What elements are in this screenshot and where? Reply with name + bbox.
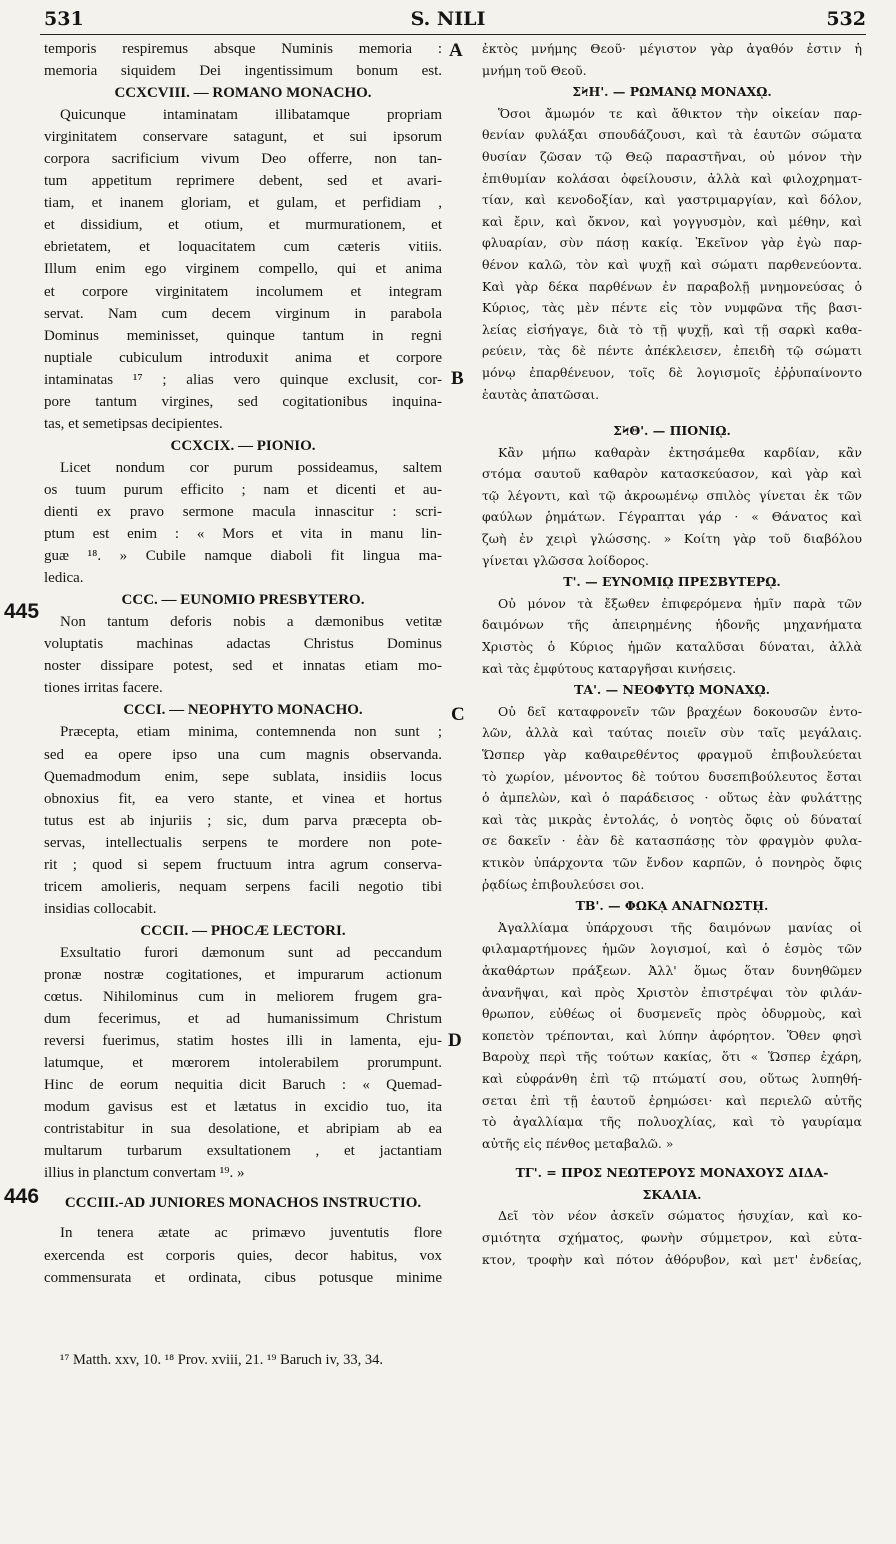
greek-line: λῶν, ἀλλὰ καὶ ταύτας ποιεῖν σὺν ταῖς μεγάλαις. [482,725,862,741]
latin-line: corpora sacrificium vivum Deo offerre, non tan- [44,151,442,168]
latin-line: Exsultatio furori dæmonum sunt ad peccandum [60,944,442,961]
section-heading: ΤΑ'. — ΝΕΟΦΥΤῼ ΜΟΝΑΧῼ. [574,682,770,698]
latin-line: dum fecerimus, et ad humanissimum Christum [44,1011,442,1028]
greek-line: ἀκαθάρτων πράξεων. Ἀλλ' ὅμως ὅταν δυνηθῶμεν [482,962,862,978]
latin-line: obnoxius fit, ea vero stante, et vinea et hortus [44,790,442,807]
latin-line: virginitatem conservare satagunt, et sui ipsorum [44,129,442,146]
latin-line: dienti ex pravo sermone macula innascitur : scri- [44,503,442,520]
footnotes: ¹⁷ Matth. xxv, 10. ¹⁸ Prov. xviii, 21. ¹⁹ Baruch iv, 33, 34. [60,1352,384,1368]
latin-line: In tenera ætate ac primævo juventutis flore [60,1225,442,1242]
greek-line: γίνεται γλῶσσα λοίδορος. [482,552,649,568]
section-heading: ΣϞΘ'. — ΠΙΟΝΙῼ. [613,423,731,439]
latin-line: Non tantum deforis nobis a dæmonibus vetitæ [60,614,442,631]
greek-line: Χριστὸς ὁ Κύριος ἡμῶν καταλῦσαι δύναται, ἀλλὰ [482,639,862,655]
spacer [44,1184,442,1192]
latin-line: ebrietatem, et loquacitatem cum cæteris vitiis. [44,239,442,256]
greek-line: θενίαν φυλάξαι σπουδάζουσι, καὶ τὰ ἑαυτῶν σώματα [482,127,862,143]
latin-line: noster dissipare potest, sed et innatas etiam mo- [44,658,442,675]
latin-line: cœtus. Nihilominus cum in meliorem frugem gra- [44,989,442,1006]
greek-line: τίαν, καὶ κενοδοξίαν, καὶ γαστριμαργίαν, καὶ δόλον, [482,192,862,208]
greek-line: μόνῳ ἐπαρθένευον, τοῖς δὲ λογισμοῖς ἐῤῥυπαίνοντο [482,364,862,380]
greek-line: τὸ ἀγαλλίαμα τῆς πολυοχλίας, καὶ τὸ γαυρίαμα [482,1114,862,1130]
greek-line: δαιμόνων τῆς ἀπειρημένης ἡδονῆς μηχανήματα [482,617,862,633]
greek-line: κτικὸν ὑπάρχοντα τῶν ἔνδον καρπῶν, ὁ πονηρὸς ὄφις [482,854,862,870]
section-heading: CCCI. — NEOPHYTO MONACHO. [123,702,363,719]
column-number-446: 446 [4,1185,40,1208]
greek-line: σεται ἐπὶ τῇ ἑαυτοῦ ἐρημώσει· καὶ περιελῶ αὐτῆς [482,1092,862,1108]
latin-line: latumque, et mœrorem intolerabilem prorumpunt. [44,1055,442,1072]
latin-line: reversi fuerimus, statim hostes illi in lamenta, eju- [44,1033,442,1050]
margin-letter-d: D [448,1030,462,1051]
latin-line: tiam, et inanem gloriam, et gulam, et perfidiam , [44,195,442,212]
greek-line: ὁ ἀμπελὼν, καὶ ὁ παράδεισος · οὕτως ἐὰν φυλάττῃς [482,790,862,806]
latin-line: commensurata et ordinata, cibus potusque minime [44,1269,442,1286]
greek-line: σε δακεῖν · ἐὰν δὲ κατασπάσῃς τὸν φραγμὸν φυλα- [482,833,862,849]
greek-line: μνήμη τοῦ Θεοῦ. [482,62,587,78]
greek-line: ἀνανῆψαι, καὶ πρὸς Χριστὸν ἐπιστρέψαι τὸν φιλάν- [482,984,862,1000]
greek-line: ρεύειν, τὰς δὲ πέντε ἀπέκλεισεν, ἐπειδὴ τῷ σώματι [482,343,862,359]
latin-column [44,38,442,1289]
greek-line: ἐκτὸς μνήμης Θεοῦ· μέγιστον γὰρ ἀγαθόν ἐστιν ἡ [482,41,862,56]
greek-line: θρωπον, εὐθέως οἱ δυσμενεῖς πρὸς ὀδυρμοὺς, καὶ [482,1006,862,1022]
section-heading: ΣϞΗ'. — ΡΩΜΑΝῼ ΜΟΝΑΧῼ. [572,84,772,100]
section-heading: CCCIII.-AD JUNIORES MONACHOS INSTRUCTIO. [64,1195,422,1212]
latin-line: insidias collocabit. [44,900,157,917]
margin-letter-b: B [451,368,464,389]
latin-line: multarum turbarum exsultationem , et jactantiam [44,1143,442,1160]
greek-line: καὶ τὰς μικρὰς ἐντολάς, ὁ νοητὸς ὄφις οὐ δύναταί [482,811,862,827]
greek-line: λείας εἰσήγαγε, διὰ τὸ τῇ ψυχῇ, καὶ τῇ σαρκὶ καθα- [482,321,862,337]
greek-line: κοπετὸν τρέπονται, καὶ λύπην ἀφόρητον. Ὅθεν φησὶ [482,1027,862,1043]
section-heading: CCXCVIII. — ROMANO MONACHO. [114,85,372,102]
latin-line: Illum enim ego virginem compello, qui et anima [44,261,442,278]
running-title: S. NILI [410,8,486,30]
greek-line: καὶ εὐφράνθη ἐπὶ τῷ πτώματί σου, οὕτως λυπηθή- [482,1070,862,1086]
latin-line: ptum est enim : « Mors et vita in manu lin- [44,526,442,543]
latin-line: nuptiale cubiculum introduxit anima et corpore [44,349,442,366]
greek-line: φιλαμαρτήμονες ἡμῶν λογισμοί, καὶ ὁ ἑσμὸς τῶν [482,941,862,957]
latin-line: et corpore virginitatem incolumem et integram [44,283,442,300]
left-page-number: 531 [44,8,84,30]
latin-line: Præcepta, etiam minima, contemnenda non sunt ; [60,724,442,741]
greek-line: Κἂν μήπω καθαρὰν ἐκτησάμεθα καρδίαν, κἂν [498,444,862,460]
greek-line: Δεῖ τὸν νέον ἀσκεῖν σώματος ἡσυχίαν, καὶ κο- [498,1208,862,1224]
spacer [44,1214,442,1222]
column-number-445: 445 [4,600,40,623]
greek-line: ἐπιθυμίαν κολάσαι ὀφείλουσιν, ἀλλὰ καὶ φιλοχρηματ- [482,170,862,186]
section-heading: CCC. — EUNOMIO PRESBYTERO. [121,592,365,609]
greek-line: Ἀγαλλίαμα ὑπάρχουσι τῆς δαιμόνων μανίας οἱ [498,919,862,935]
latin-line: tum appetitum reprimere debent, sed et avari- [44,173,442,190]
latin-line: exercenda est corporis quies, decor habitus, vox [44,1247,442,1264]
latin-line: tas, et semetipsas decipientes. [44,415,223,432]
latin-line: rit ; quod si sepem fructuum intra agrum conserva- [44,856,442,873]
section-heading: Τ'. — ΕΥΝΟΜΙῼ ΠΡΕΣΒΥΤΕΡῼ. [563,574,781,590]
greek-line: ἑαυτὰς ἀπατῶσαι. [482,386,600,402]
greek-line: φλυαρίαν, σὺν πάσῃ κακίᾳ. Ἐκεῖνον γὰρ ἐγὼ παρ- [482,235,862,251]
running-header [0,8,896,36]
latin-line: Licet nondum cor purum possideamus, saltem [60,459,442,476]
greek-line: Κύριος, τὰς μὲν πέντε εἰς τὸν νυμφῶνα τῆς βασι- [482,300,862,316]
greek-column [482,38,862,1270]
latin-line: Quicunque intaminatam illibatamque propriam [60,107,442,124]
greek-line: Βαροὺχ περὶ τῆς τούτων κακίας, ὅτι « Ὥσπερ ἐχάρη, [482,1049,862,1065]
greek-line: καὶ ἔριν, καὶ ὄκνον, καὶ γογγυσμὸν, καὶ μέθην, καὶ [482,213,862,229]
section-heading: ΤΓ'. = ΠΡΟΣ ΝΕΩΤΕΡΟΥΣ ΜΟΝΑΧΟΥΣ ΔΙΔΑ- [515,1165,829,1181]
header-rule [40,34,866,35]
latin-line: ledica. [44,570,84,587]
greek-line: θένον καλῶ, τὸν καὶ ψυχῇ καὶ σώματι παρθενεύοντα. [482,256,862,272]
greek-line: τὸ χωρίον, μένοντος δὲ τούτου δυσεπιβούλευτος ἔσται [482,768,862,784]
greek-line: Καὶ γὰρ δέκα παρθένων ἐν παραβολῇ μνημονεύσας ὁ [482,278,862,294]
section-heading: CCCII. — PHOCÆ LECTORI. [140,922,346,939]
latin-line: pronæ nostræ cogitationes, et impurarum actionum [44,966,442,983]
latin-line: memoria siquidem Dei ingentissimum bonum est. [44,63,442,80]
greek-line: καὶ τὰς ἐμφύτους καταργῆσαι κινήσεις. [482,660,737,676]
latin-line: modum gavisus est et lætatus in excidio tuo, ita [44,1099,442,1116]
latin-line: sed ea opere ipso una cum magnis observanda. [44,746,442,763]
section-heading: CCXCIX. — PIONIO. [170,437,316,454]
latin-line: os tuum purum efficito ; nam et dicenti et au- [44,481,442,498]
latin-line: tricem amolieris, nequam serpens facili negotio tibi [44,878,442,895]
spacer [482,405,862,420]
greek-line: ζωὴ ἐν χειρὶ γλώσσης. » Κοίτη γὰρ τοῦ διαβόλου [482,531,862,547]
latin-line: voluptatis machinas adactas Christus Dominus [44,636,442,653]
latin-line: temporis respiremus absque Numinis memoria : [44,41,442,57]
latin-line: servat. Nam cum decem virginum in parabola [44,305,442,322]
spacer [482,1154,862,1162]
margin-letter-a: A [449,40,463,61]
latin-line: guæ ¹⁸. » Cubile namque diaboli fit lingua ma- [44,548,442,565]
greek-line: αὐτῆς εἰς πένθος μεταβαλῶ. » [482,1135,674,1151]
latin-line: tutus est ab injuriis ; sic, dum parva præcepta ob- [44,812,442,829]
latin-line: Dominus meminisset, quinque tantum in regni [44,327,442,344]
greek-line: Οὐ μόνον τὰ ἔξωθεν ἐπιφερόμενα ἡμῖν παρὰ τῶν [498,595,862,611]
greek-line: στόμα σαυτοῦ καθαρὸν κατασκεύασον, καὶ γὰρ καὶ [482,466,862,482]
latin-line: tiones irritas facere. [44,680,163,697]
greek-line: σμιότητα σχήματος, φωνὴν σύμμετρον, καὶ εὐτα- [482,1230,862,1246]
latin-line: pore tantum virgines, sed cogitationibus inquina- [44,393,442,410]
section-heading: ΤΒ'. — ΦΩΚᾼ ΑΝΑΓΝΩΣΤῌ. [575,898,769,914]
latin-line: illius in planctum convertam ¹⁹. » [44,1165,245,1182]
latin-line: servas, intellectualis serpens te mordere non pote- [44,834,442,851]
greek-line: Ὅσοι ἄμωμόν τε καὶ ἄθικτον τὴν οἰκείαν παρ- [498,105,862,121]
latin-line: Hinc de eorum nequitia dicit Baruch : « Quemad- [44,1077,442,1094]
latin-line: contristabitur in sua desolatione, et abripiam ab ea [44,1121,442,1138]
right-page-number: 532 [826,8,866,30]
section-heading: ΣΚΑΛΙΑ. [642,1186,702,1202]
greek-line: Ὥσπερ γὰρ καθαιρεθέντος φραγμοῦ ἐπιβουλεύεται [482,747,862,762]
greek-line: θυσίαν ζῶσαν τῷ Θεῷ παραστῆναι, οὐ μόνον τὴν [482,148,862,164]
latin-line: intaminatas ¹⁷ ; alias vero quinque exclusit, cor- [44,371,442,388]
greek-line: τῷ λέγοντι, καὶ τῷ ἀκροωμένῳ σπιλὸς γίνεται ἐκ τῶν [482,487,862,503]
greek-line: ῥᾳδίως ἐπιβουλεύσει σοι. [482,876,645,892]
margin-letter-c: C [451,704,465,725]
greek-line: φαύλων ῥημάτων. Γέγραπται γάρ · « Θάνατος καὶ [482,509,862,525]
latin-line: Quemadmodum enim, sepe sublata, insidiis locus [44,768,442,785]
latin-line: et dissidium, et otium, et murmurationem, et [44,217,442,234]
greek-line: Οὐ δεῖ καταφρονεῖν τῶν βραχέων δοκουσῶν ἐντο- [498,703,862,719]
greek-line: κτον, τροφὴν καὶ πότον ἀθόρυβον, καὶ μετ' ἐνδείας, [482,1251,862,1267]
